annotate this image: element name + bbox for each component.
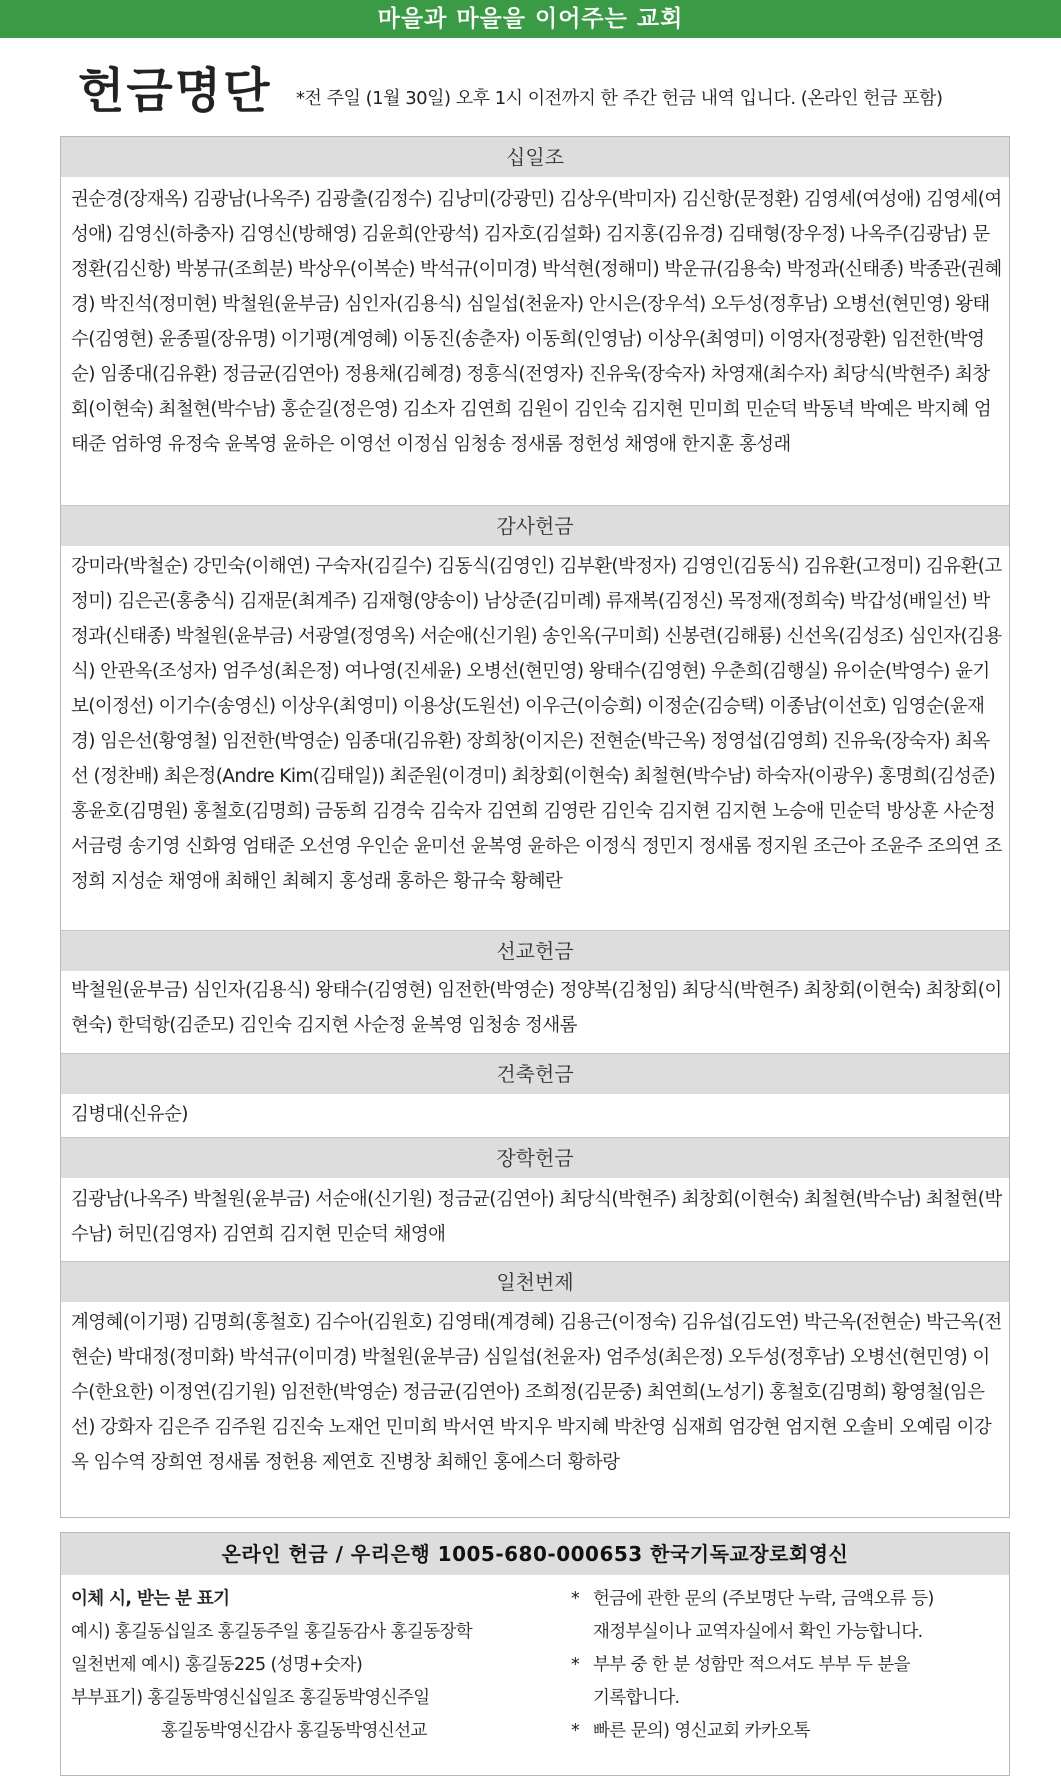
transfer-example-line: 부부표기) 홍길동박영신십일조 홍길동박영신주일 — [71, 1688, 430, 1708]
section-heading-tithe: 십일조 — [61, 137, 1009, 177]
section-heading-building: 건축헌금 — [61, 1054, 1009, 1094]
note-text: 부부 중 한 분 성함만 적으셔도 부부 두 분을 — [593, 1655, 910, 1675]
page-title: 헌금명단 — [78, 63, 272, 119]
inquiry-notes — [571, 1583, 1001, 1748]
section-names-thanks: 강미라(박철순) 강민숙(이해연) 구숙자(김길수) 김동식(김영인) 김부환(박정자) 김영인(김동식) 김유환(고정미) 김유환(고정미) 김은곤(홍충식) 김재문(최계주) 김재형(양송이) 남상준(김미례) 류재복(김정신) 목정재(정희숙) 박갑성(배일선) 박정과(신태종) 박철원(윤부금) 서광열(정영옥) 서순애(신기원) 송인옥(구미희) 신봉련(김해룡) 신선옥(김성조) 심인자(김용식) 안관옥(조성자) 엄주성(최은정) 여나영(진세윤) 오병선(현민영) 왕태수(김영현) 우춘희(김행실) 유이순(박영수) 윤기보(이정선) 이기수(송영신) 이상우(최영미) 이용상(도원선) 이우근(이승희) 이정순(김승택) 이종남(이선호) 임영순(윤재경) 임은선(황영철) 임전한(박영순) 임종대(김유환) 장희창(이지은) 전현순(박근옥) 정영섭(김영희) 진유욱(장숙자) 최옥선 (정찬배) 최은정(Andre Kim(김태일)) 최준원(이경미) 최창회(이현숙) 최철현(박수남) 하숙자(이광우) 홍명희(김성준) 홍윤호(김명원) 홍철호(김명희) 금동희 김경숙 김숙자 김연희 김영란 김인숙 김지현 김지현 노승애 민순덕 방상훈 사순정 서금령 송기영 신화영 엄태준 오선영 우인순 윤미선 윤복영 윤하은 이정식 정민지 정새롬 정지원 조근아 조윤주 조의연 조정희 지성순 채영애 최해인 최혜지 홍성래 홍하은 황규숙 황혜란 — [71, 556, 1002, 892]
note-item — [571, 1649, 1001, 1715]
page-subtitle: *전 주일 (1월 30일) 오후 1시 이전까지 한 주간 헌금 내역 입니다. (온라인 헌금 포함) — [296, 88, 943, 109]
note-text: 기록합니다. — [593, 1688, 680, 1708]
section-heading-scholarship: 장학헌금 — [61, 1138, 1009, 1178]
section-names-mission: 박철원(윤부금) 심인자(김용식) 왕태수(김영현) 임전한(박영순) 정양복(김청임) 최당식(박현주) 최창회(이현숙) 최창회(이현숙) 한덕항(김준모) 김인숙 김지현 사순정 윤복영 임청송 정새롬 — [71, 980, 1002, 1036]
asterisk-marker: * — [571, 1655, 580, 1675]
section-names-tithe: 권순경(장재옥) 김광남(나옥주) 김광출(김정수) 김낭미(강광민) 김상우(박미자) 김신항(문정환) 김영세(여성애) 김영세(여성애) 김영신(하충자) 김영신(방해영) 김윤희(안광석) 김자호(김설화) 김지홍(김유경) 김태형(장우정) 나옥주(김광남) 문정환(김신항) 박봉규(조희분) 박상우(이복순) 박석규(이미경) 박석현(정해미) 박운규(김용숙) 박정과(신태종) 박종관(권혜경) 박진석(정미현) 박철원(윤부금) 심인자(김용식) 심일섭(천윤자) 안시은(장우석) 오두성(정후남) 오병선(현민영) 왕태수(김영현) 윤종필(장유명) 이기평(계영혜) 이동진(송춘자) 이동희(인영남) 이상우(최영미) 이영자(정광환) 임전한(박영순) 임종대(김유환) 정금균(김연아) 정용채(김혜경) 정흥식(전영자) 진유욱(장숙자) 차영재(최수자) 최당식(박현주) 최창회(이현숙) 최철현(박수남) 홍순길(정은영) 김소자 김연희 김원이 김인숙 김지현 민미희 민순덕 박동녁 박예은 박지혜 엄태준 엄하영 유정숙 윤복영 윤하은 이영선 이정심 임청송 정새롬 정헌성 채영애 한지훈 홍성래 — [71, 189, 1002, 455]
transfer-example-line: 일천번제 예시) 홍길동225 (성명+숫자) — [71, 1655, 363, 1675]
asterisk-marker: * — [571, 1589, 580, 1609]
section-names-thousand-offering: 계영혜(이기평) 김명희(홍철호) 김수아(김원호) 김영태(계경혜) 김용근(이정숙) 김유섭(김도연) 박근옥(전현순) 박근옥(전현순) 박대정(정미화) 박석규(이미경) 박철원(윤부금) 심일섭(천윤자) 엄주성(최은정) 오두성(정후남) 오병선(현민영) 이 수(한요한) 이정연(김기원) 임전한(박영순) 정금균(김연아) 조희정(김문중) 최연희(노성기) 홍철호(김명희) 황영철(임은선) 강화자 김은주 김주원 김진숙 노재언 민미희 박서연 박지우 박지혜 박찬영 심재희 엄강현 엄지현 오솔비 오예림 이강옥 임수역 장희연 정새롬 정헌용 제연호 진병창 최해인 홍에스더 황하랑 — [71, 1312, 1006, 1473]
transfer-guide — [71, 1583, 571, 1748]
transfer-guide-title: 이체 시, 받는 분 표기 — [71, 1589, 230, 1609]
note-text: 헌금에 관한 문의 (주보명단 누락, 금액오류 등) — [593, 1589, 934, 1609]
transfer-example-line: 예시) 홍길동십일조 홍길동주일 홍길동감사 홍길동장학 — [71, 1622, 473, 1642]
bank-account-heading: 온라인 헌금 / 우리은행 1005-680-000653 한국기독교장로회영신 — [61, 1533, 1009, 1575]
offering-list — [60, 136, 1010, 1518]
section-names-scholarship: 김광남(나옥주) 박철원(윤부금) 서순애(신기원) 정금균(김연아) 최당식(박현주) 최창회(이현숙) 최철현(박수남) 최철현(박수남) 허민(김영자) 김연희 김지현 민순덕 채영애 — [71, 1189, 1002, 1245]
note-text: 재정부실이나 교역자실에서 확인 가능합니다. — [593, 1622, 923, 1642]
section-heading-thousand-offering: 일천번제 — [61, 1262, 1009, 1302]
top-banner: 마을과 마을을 이어주는 교회 — [0, 0, 1061, 38]
transfer-example-line: 홍길동박영신감사 홍길동박영신선교 — [161, 1721, 427, 1741]
note-text: 빠른 문의) 영신교회 카카오톡 — [593, 1721, 810, 1741]
online-offering-info — [60, 1532, 1010, 1776]
note-item — [571, 1715, 1001, 1748]
asterisk-marker: * — [571, 1721, 580, 1741]
note-item — [571, 1583, 1001, 1649]
section-heading-mission: 선교헌금 — [61, 931, 1009, 971]
section-heading-thanks: 감사헌금 — [61, 506, 1009, 546]
section-names-building: 김병대(신유순) — [71, 1104, 188, 1125]
